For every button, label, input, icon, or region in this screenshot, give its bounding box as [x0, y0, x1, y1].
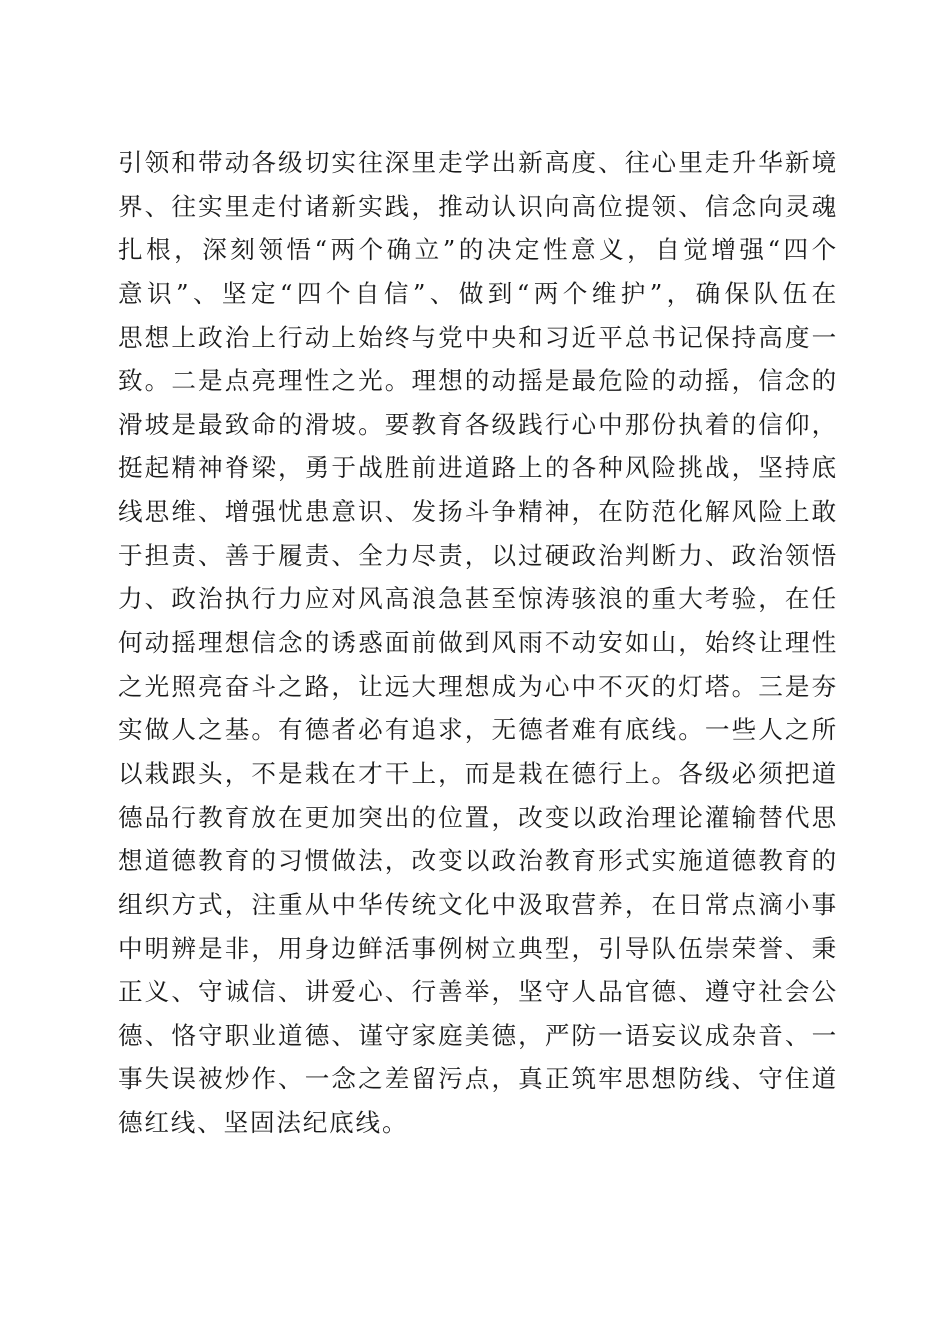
text-line: 意识”、坚定“四个自信”、做到“两个维护”，确保队伍在 [118, 278, 838, 308]
text-line: 致。二是点亮理性之光。理想的动摇是最危险的动摇，信念的 [118, 366, 838, 396]
text-line: 事失误被炒作、一念之差留污点，真正筑牢思想防线、守住道 [118, 1064, 838, 1094]
text-line: 德、恪守职业道德、谨守家庭美德，严防一语妄议成杂音、一 [118, 1020, 838, 1050]
text-line: 组织方式，注重从中华传统文化中汲取营养，在日常点滴小事 [118, 889, 838, 919]
text-line: 扎根，深刻领悟“两个确立”的决定性意义，自觉增强“四个 [118, 235, 838, 265]
text-line: 何动摇理想信念的诱惑面前做到风雨不动安如山，始终让理性 [118, 628, 838, 658]
text-line: 线思维、增强忧患意识、发扬斗争精神，在防范化解风险上敢 [118, 497, 838, 527]
text-line: 想道德教育的习惯做法，改变以政治教育形式实施道德教育的 [118, 846, 838, 876]
body-paragraph [118, 141, 838, 1145]
text-line: 引领和带动各级切实往深里走学出新高度、往心里走升华新境 [118, 148, 838, 177]
text-line: 以栽跟头，不是栽在才干上，而是栽在德行上。各级必须把道 [118, 758, 838, 788]
text-line: 力、政治执行力应对风高浪急甚至惊涛骇浪的重大考验，在任 [118, 584, 838, 614]
text-line: 中明辨是非，用身边鲜活事例树立典型，引导队伍崇荣誉、秉 [118, 933, 838, 963]
text-line: 滑坡是最致命的滑坡。要教育各级践行心中那份执着的信仰， [118, 409, 838, 439]
text-line: 挺起精神脊梁，勇于战胜前进道路上的各种风险挑战，坚持底 [118, 453, 838, 483]
text-line: 于担责、善于履责、全力尽责，以过硬政治判断力、政治领悟 [118, 540, 838, 570]
text-line: 正义、守诚信、讲爱心、行善举，坚守人品官德、遵守社会公 [118, 977, 838, 1007]
text-line: 实做人之基。有德者必有追求，无德者难有底线。一些人之所 [118, 715, 838, 745]
text-line: 思想上政治上行动上始终与党中央和习近平总书记保持高度一 [118, 322, 838, 352]
text-line: 德品行教育放在更加突出的位置，改变以政治理论灌输替代思 [118, 802, 838, 832]
text-line: 德红线、坚固法纪底线。 [118, 1108, 409, 1138]
text-line: 界、往实里走付诸新实践，推动认识向高位提领、信念向灵魂 [118, 191, 838, 221]
text-line: 之光照亮奋斗之路，让远大理想成为心中不灭的灯塔。三是夯 [118, 671, 838, 701]
